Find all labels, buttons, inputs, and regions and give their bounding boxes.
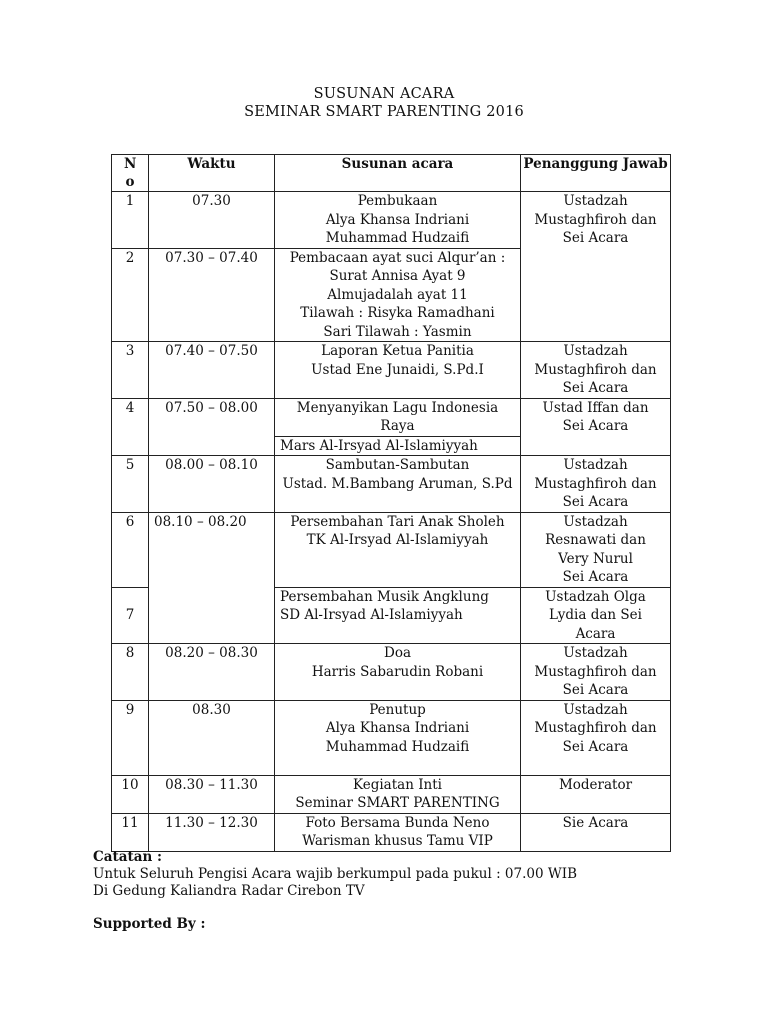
- cell-line: Sei Acara: [562, 682, 629, 698]
- cell-line: Ustad Iffan dan: [542, 399, 649, 416]
- cell-no: 3: [112, 342, 149, 399]
- cell-line: Ustad. M.Bambang Aruman, S.Pd: [282, 475, 513, 492]
- cell-line: Mustaghfiroh dan: [534, 211, 657, 228]
- header-no: [112, 155, 149, 192]
- table-row: [112, 644, 671, 701]
- cell-waktu: 07.40 – 07.50: [149, 342, 275, 399]
- cell-line: Kegiatan Inti: [353, 776, 442, 793]
- cell-waktu: 11.30 – 12.30: [149, 813, 275, 851]
- cell-waktu: 07.50 – 08.00: [149, 398, 275, 456]
- table-row: [112, 456, 671, 513]
- table-row: [112, 813, 671, 851]
- cell-line: Ustadzah: [563, 193, 628, 209]
- cell-line: Laporan Ketua Panitia: [321, 343, 474, 359]
- cell-line: Resnawati dan: [545, 532, 646, 548]
- cell-pj: Sie Acara: [521, 813, 671, 851]
- cell-line: Persembahan Musik Angklung: [280, 588, 489, 605]
- cell-line: Pembukaan: [357, 193, 438, 209]
- cell-line: Very Nurul: [558, 550, 633, 567]
- cell-line: Ustadzah: [563, 513, 628, 530]
- cell-susunan: [275, 192, 521, 249]
- cell-susunan: [275, 342, 521, 399]
- cell-susunan: [275, 456, 521, 513]
- cell-no: 1: [112, 192, 149, 249]
- cell-susunan: [275, 248, 521, 342]
- cell-line: Alya Khansa Indriani: [325, 211, 470, 228]
- cell-line: Ustadzah: [563, 343, 628, 359]
- header-susunan: Susunan acara: [275, 155, 521, 192]
- cell-line: Pembacaan ayat suci Alqur’an :: [289, 249, 506, 266]
- cell-line: Alya Khansa Indriani: [325, 720, 470, 736]
- cell-waktu: 08.20 – 08.30: [149, 644, 275, 701]
- cell-no: 2: [112, 248, 149, 342]
- cell-susunan: [275, 398, 521, 456]
- header-no-text: N o: [124, 156, 137, 190]
- cell-line: Sambutan-Sambutan: [325, 457, 470, 473]
- notes-section: [93, 849, 693, 900]
- cell-no: 8: [112, 644, 149, 701]
- cell-pj: [521, 644, 671, 701]
- header-pj: Penanggung Jawab: [521, 155, 671, 192]
- cell-line: Raya: [380, 418, 415, 434]
- notes-line: Di Gedung Kaliandra Radar Cirebon TV: [93, 883, 365, 899]
- table-header-row: [112, 155, 671, 192]
- cell-line: Sei Acara: [562, 230, 629, 246]
- document-title: SUSUNAN ACARA: [313, 86, 455, 102]
- cell-susunan: [275, 700, 521, 775]
- header-waktu: Waktu: [149, 155, 275, 192]
- cell-waktu: 08.30 – 11.30: [149, 775, 275, 813]
- cell-line: Mars Al-Irsyad Al-Islamiyyah: [280, 437, 478, 454]
- cell-line: Ustad Ene Junaidi, S.Pd.I: [311, 361, 484, 378]
- cell-no: 7: [112, 587, 149, 644]
- cell-line: Ustadzah Olga: [545, 588, 646, 605]
- table-row: [112, 192, 671, 249]
- table-row: [112, 775, 671, 813]
- cell-line: Sei Acara: [562, 569, 629, 585]
- cell-line: Sari Tilawah : Yasmin: [323, 323, 472, 340]
- cell-line: Menyanyikan Lagu Indonesia: [296, 399, 499, 416]
- cell-no: 6: [112, 512, 149, 587]
- cell-no: 4: [112, 398, 149, 456]
- cell-susunan: [275, 644, 521, 701]
- cell-pj: [521, 192, 671, 342]
- cell-no: 11: [112, 813, 149, 851]
- cell-line: Acara: [575, 625, 616, 642]
- cell-waktu: 08.10 – 08.20: [149, 512, 275, 644]
- cell-line: TK Al-Irsyad Al-Islamiyyah: [306, 532, 489, 548]
- cell-line: Sei Acara: [562, 380, 629, 396]
- cell-pj: Moderator: [521, 775, 671, 813]
- cell-pj: [521, 700, 671, 775]
- cell-line: Warisman khusus Tamu VIP: [302, 833, 493, 849]
- cell-no: 10: [112, 775, 149, 813]
- cell-waktu: 07.30 – 07.40: [149, 248, 275, 342]
- cell-line: Penutup: [369, 701, 426, 718]
- cell-line: Surat Annisa Ayat 9: [329, 268, 466, 284]
- document-subtitle: SEMINAR SMART PARENTING 2016: [244, 104, 524, 120]
- cell-pj: [521, 456, 671, 513]
- cell-line: Sei Acara: [562, 494, 629, 510]
- cell-line: Harris Sabarudin Robani: [311, 663, 484, 680]
- cell-subblock: [274, 399, 521, 437]
- cell-no: 5: [112, 456, 149, 513]
- cell-waktu: 08.30: [149, 700, 275, 775]
- table-row: [112, 512, 671, 587]
- table-row: [112, 700, 671, 775]
- cell-line: Muhammad Hudzaifi: [325, 230, 470, 246]
- cell-line: Muhammad Hudzaifi: [325, 738, 470, 755]
- cell-pj: [521, 512, 671, 587]
- cell-waktu: 07.30: [149, 192, 275, 249]
- cell-susunan: [275, 775, 521, 813]
- cell-line: Tilawah : Risyka Ramadhani: [300, 305, 495, 321]
- cell-line: Ustadzah: [563, 701, 628, 718]
- cell-waktu: 08.00 – 08.10: [149, 456, 275, 513]
- cell-line: Ustadzah: [563, 645, 628, 661]
- cell-line: Doa: [384, 645, 411, 661]
- cell-no: 9: [112, 700, 149, 775]
- cell-line: Almujadalah ayat 11: [327, 286, 468, 303]
- cell-line: Lydia dan Sei: [549, 607, 642, 623]
- cell-line: Mustaghfiroh dan: [534, 720, 657, 736]
- schedule-table: [111, 154, 671, 852]
- cell-pj: [521, 342, 671, 399]
- notes-heading: Catatan :: [93, 849, 162, 865]
- cell-line: Mustaghfiroh dan: [534, 361, 657, 378]
- supported-by-label: Supported By :: [93, 916, 206, 932]
- cell-line: Seminar SMART PARENTING: [295, 795, 500, 811]
- cell-line: Ustadzah: [563, 457, 628, 473]
- table-row: [112, 398, 671, 456]
- cell-line: Foto Bersama Bunda Neno: [305, 814, 490, 831]
- cell-line: SD Al-Irsyad Al-Islamiyyah: [280, 607, 463, 623]
- cell-line: Mustaghfiroh dan: [534, 475, 657, 492]
- cell-pj: [521, 398, 671, 456]
- cell-susunan: [275, 587, 521, 644]
- cell-susunan: [275, 512, 521, 587]
- cell-line: Persembahan Tari Anak Sholeh: [290, 513, 505, 530]
- cell-line: Mustaghfiroh dan: [534, 663, 657, 680]
- cell-line: Sei Acara: [562, 418, 629, 434]
- cell-susunan: [275, 813, 521, 851]
- table-row: [112, 342, 671, 399]
- cell-pj: [521, 587, 671, 644]
- notes-line: Untuk Seluruh Pengisi Acara wajib berkumpul pada pukul : 07.00 WIB: [93, 866, 578, 882]
- cell-line: Sei Acara: [562, 738, 629, 755]
